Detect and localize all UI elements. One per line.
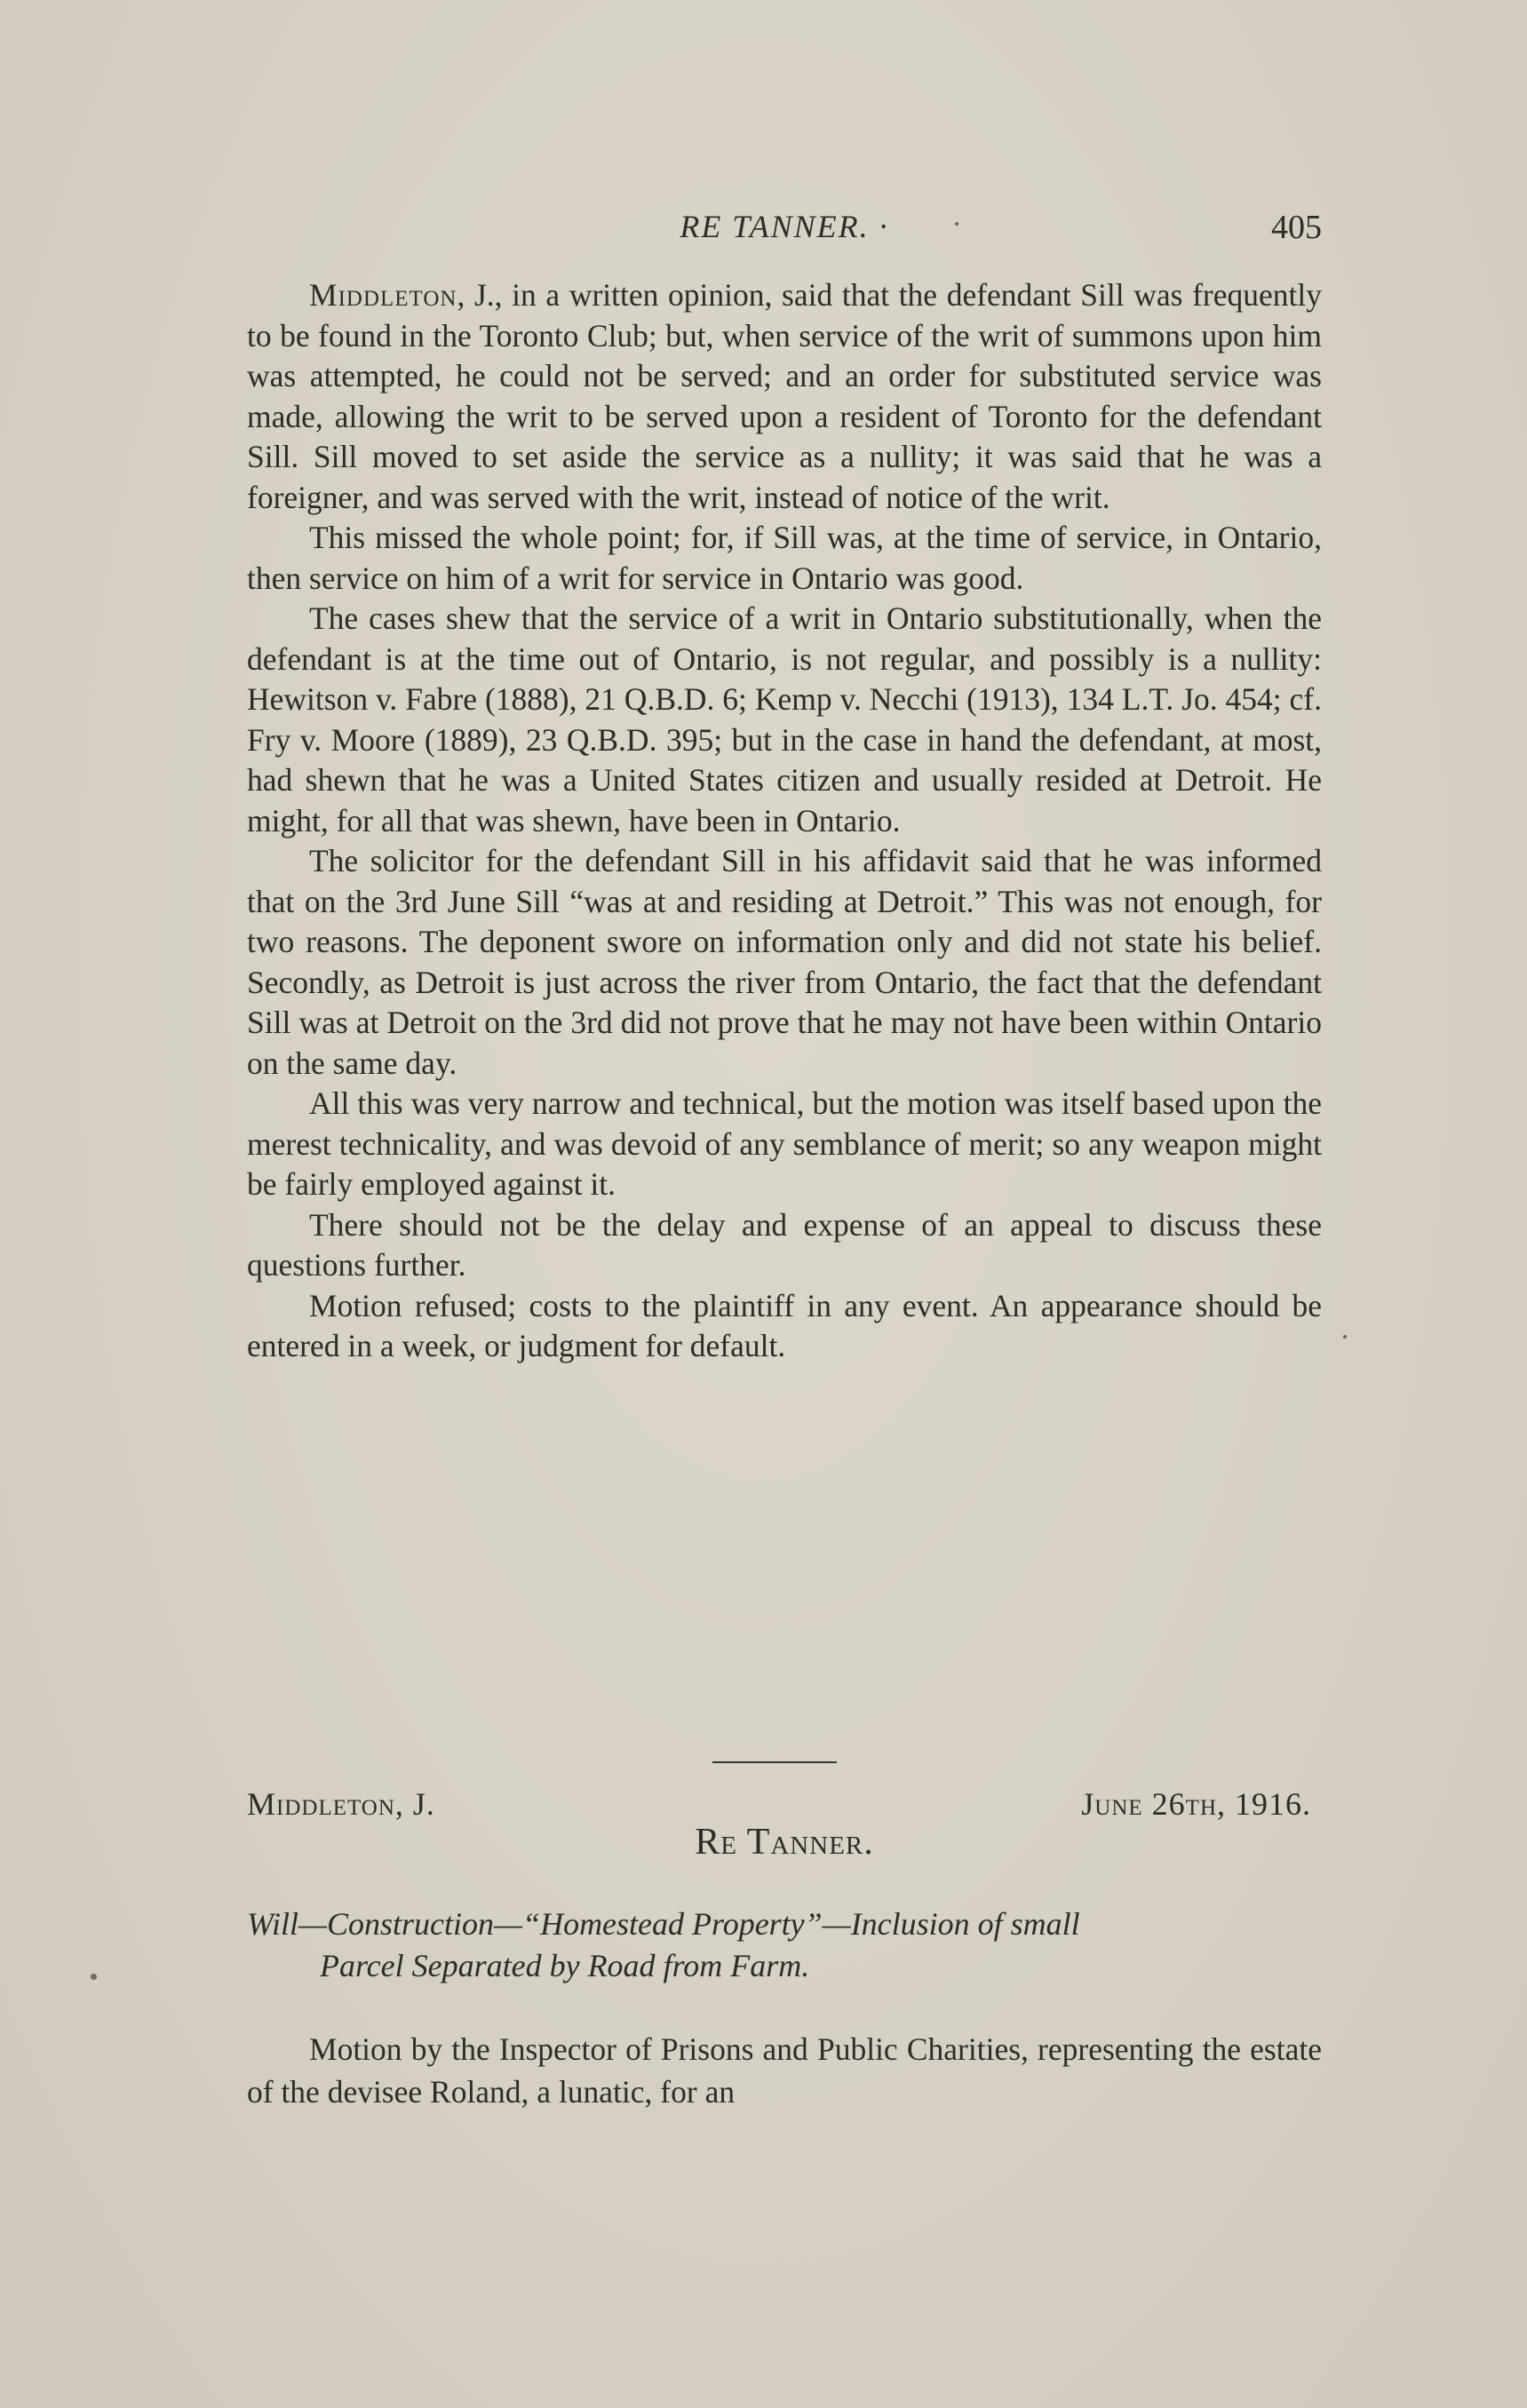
paragraph-7: Motion refused; costs to the plaintiff in any event. An appearance should be entered in a week, or judgment for default. [247,1287,1322,1363]
running-title: RE TANNER. · [680,209,889,244]
case-opening [247,2028,1322,2113]
paragraph-4: The solicitor for the defendant Sill in his affidavit said that he was informed that on the 3rd June Sill “was at and residing at Detroit.” This was not enough, for two reasons. The deponent swore on information only and did not state his belief. Secondly, as Detroit is just across the river from Ontario, the fact that the defendant Sill was at Detroit on the 3rd did not prove that he may not have been within Ontario on the same day. [247,843,1322,1081]
page-number: 405 [1271,209,1322,246]
section-divider [712,1761,837,1763]
paper-speck [91,1974,97,1980]
paragraph-1-text: , J., in a written opinion, said that the defendant Sill was frequently to be found in the Toronto Club; but, when service of the writ of summons upon him was attempted, he could not be served; and an order for substituted service was made, allowing the writ to be served upon a resident of Toronto for the defendant Sill. Sill moved to set aside the service as a nullity; it was said that he was a foreigner, and was served with the writ, instead of notice of the writ. [247,277,1322,515]
case-title: Re Tanner. [695,1822,874,1863]
paragraph-3: The cases shew that the service of a writ in Ontario substitutionally, when the defendant is at the time out of Ontario, is not regular, and possibly is a nullity: Hewitson v. Fabre (1888), 21 Q.B.D. 6; Kemp v. Necchi (1913), 134 L.T. Jo. 454; cf. Fry v. Moore (1889), 23 Q.B.D. 395; but in the case in hand the defendant, at most, had shewn that he was a United States citizen and usually resided at Detroit. He might, for all that was shewn, have been in Ontario. [247,600,1322,838]
paragraph-6: There should not be the delay and expense of an appeal to discuss these questions further. [247,1206,1322,1283]
paper-speck [955,222,958,226]
case-judge: Middleton, J. [247,1786,435,1822]
case-opening-paragraph: Motion by the Inspector of Prisons and Public Charities, representing the estate of the devisee Roland, a lunatic, for an [247,2031,1322,2110]
paragraph-1 [247,275,1322,518]
paper-speck [1343,1335,1347,1339]
paragraph-2: This missed the whole point; for, if Sill was, at the time of service, in Ontario, then service on him of a writ for service in Ontario was good. [247,520,1322,596]
case-headnote [247,1903,1322,1987]
headnote-line-1: Will—Construction—“Homestead Property”—Inclusion of small [247,1906,1080,1942]
case-date: June 26th, 1916. [1081,1786,1311,1822]
running-head [247,204,1322,258]
body-text [247,275,1322,1367]
headnote-line-2: Parcel Separated by Road from Farm. [320,1948,810,1983]
paragraph-5: All this was very narrow and technical, but the motion was itself based upon the merest technicality, and was devoid of any semblance of merit; so any weapon might be fairly employed against it. [247,1085,1322,1202]
judge-name-inline: Middleton [309,277,457,313]
